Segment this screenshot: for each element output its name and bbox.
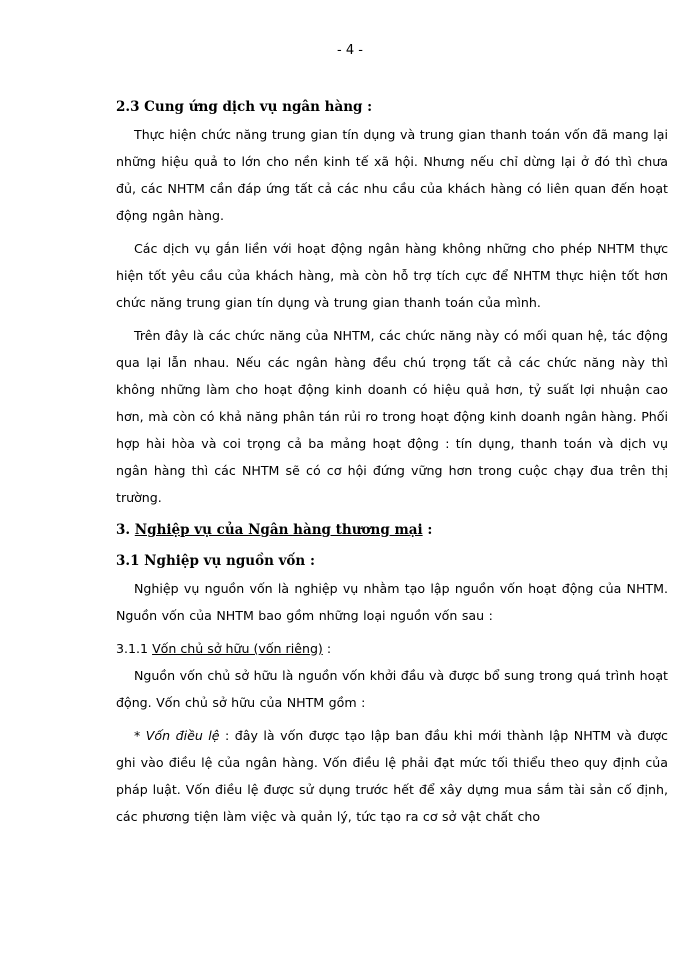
page-number: - 4 - <box>337 43 363 58</box>
section-3-1-1-title: Vốn chủ sở hữu (vốn riêng) <box>152 641 323 656</box>
page-content <box>116 94 668 836</box>
section-3-1-1-heading <box>116 635 668 662</box>
von-dieu-le-lead: * Vốn điều lệ <box>134 728 220 743</box>
section-3-heading <box>116 517 668 544</box>
section-3-suffix: : <box>422 522 433 538</box>
section-2-3-paragraph-2: Các dịch vụ gắn liền với hoạt động ngân hàng không những cho phép NHTM thực hiện tốt yêu cầu của khách hàng, mà còn hỗ trợ tích cực để NHTM thực hiện tốt hơn chức năng trung gian tín dụng và trung gian thanh toán của mình. <box>116 241 668 310</box>
section-3-1-1-paragraph: Nguồn vốn chủ sở hữu là nguồn vốn khởi đầu và được bổ sung trong quá trình hoạt động. Vốn chủ sở hữu của NHTM gồm : <box>116 668 668 710</box>
section-3-number: 3. <box>116 522 131 538</box>
section-3-1-1-suffix: : <box>322 641 332 656</box>
section-3-title: Nghiệp vụ của Ngân hàng thương mại <box>134 522 423 538</box>
section-2-3-paragraph-1: Thực hiện chức năng trung gian tín dụng và trung gian thanh toán vốn đã mang lại những hiệu quả to lớn cho nền kinh tế xã hội. Nhưng nếu chỉ dừng lại ở đó thì chưa đủ, các NHTM cần đáp ứng tất cả các nhu cầu của khách hàng có liên quan đến hoạt động ngân hàng. <box>116 127 668 223</box>
section-2-3-paragraph-3: Trên đây là các chức năng của NHTM, các chức năng này có mối quan hệ, tác động qua lại lẫn nhau. Nếu các ngân hàng đều chú trọng tất cả các chức năng này thì không những làm cho hoạt động kinh doanh có hiệu quả hơn, tỷ suất lợi nhuận cao hơn, mà còn có khả năng phân tán rủi ro trong hoạt động kinh doanh ngân hàng. Phối hợp hài hòa và coi trọng cả ba mảng hoạt động : tín dụng, thanh toán và dịch vụ ngân hàng thì các NHTM sẽ có cơ hội đứng vững hơn trong cuộc chạy đua trên thị trường. <box>116 328 668 505</box>
section-2-3-heading: 2.3 Cung ứng dịch vụ ngân hàng : <box>116 99 373 115</box>
von-dieu-le-paragraph <box>116 722 668 830</box>
von-dieu-le-text: : đây là vốn được tạo lập ban đầu khi mới thành lập NHTM và được ghi vào điều lệ của ngân hàng. Vốn điều lệ phải đạt mức tối thiểu theo quy định của pháp luật. Vốn điều lệ được sử dụng trước hết để xây dựng mua sắm tài sản cố định, các phương tiện làm việc và quản lý, tức tạo ra cơ sở vật chất cho <box>116 728 668 824</box>
section-3-1-paragraph: Nghiệp vụ nguồn vốn là nghiệp vụ nhằm tạo lập nguồn vốn hoạt động của NHTM. Nguồn vốn của NHTM bao gồm những loại nguồn vốn sau : <box>116 581 668 623</box>
section-3-1-1-number: 3.1.1 <box>116 641 153 656</box>
section-3-1-heading: 3.1 Nghiệp vụ nguồn vốn : <box>116 553 315 569</box>
